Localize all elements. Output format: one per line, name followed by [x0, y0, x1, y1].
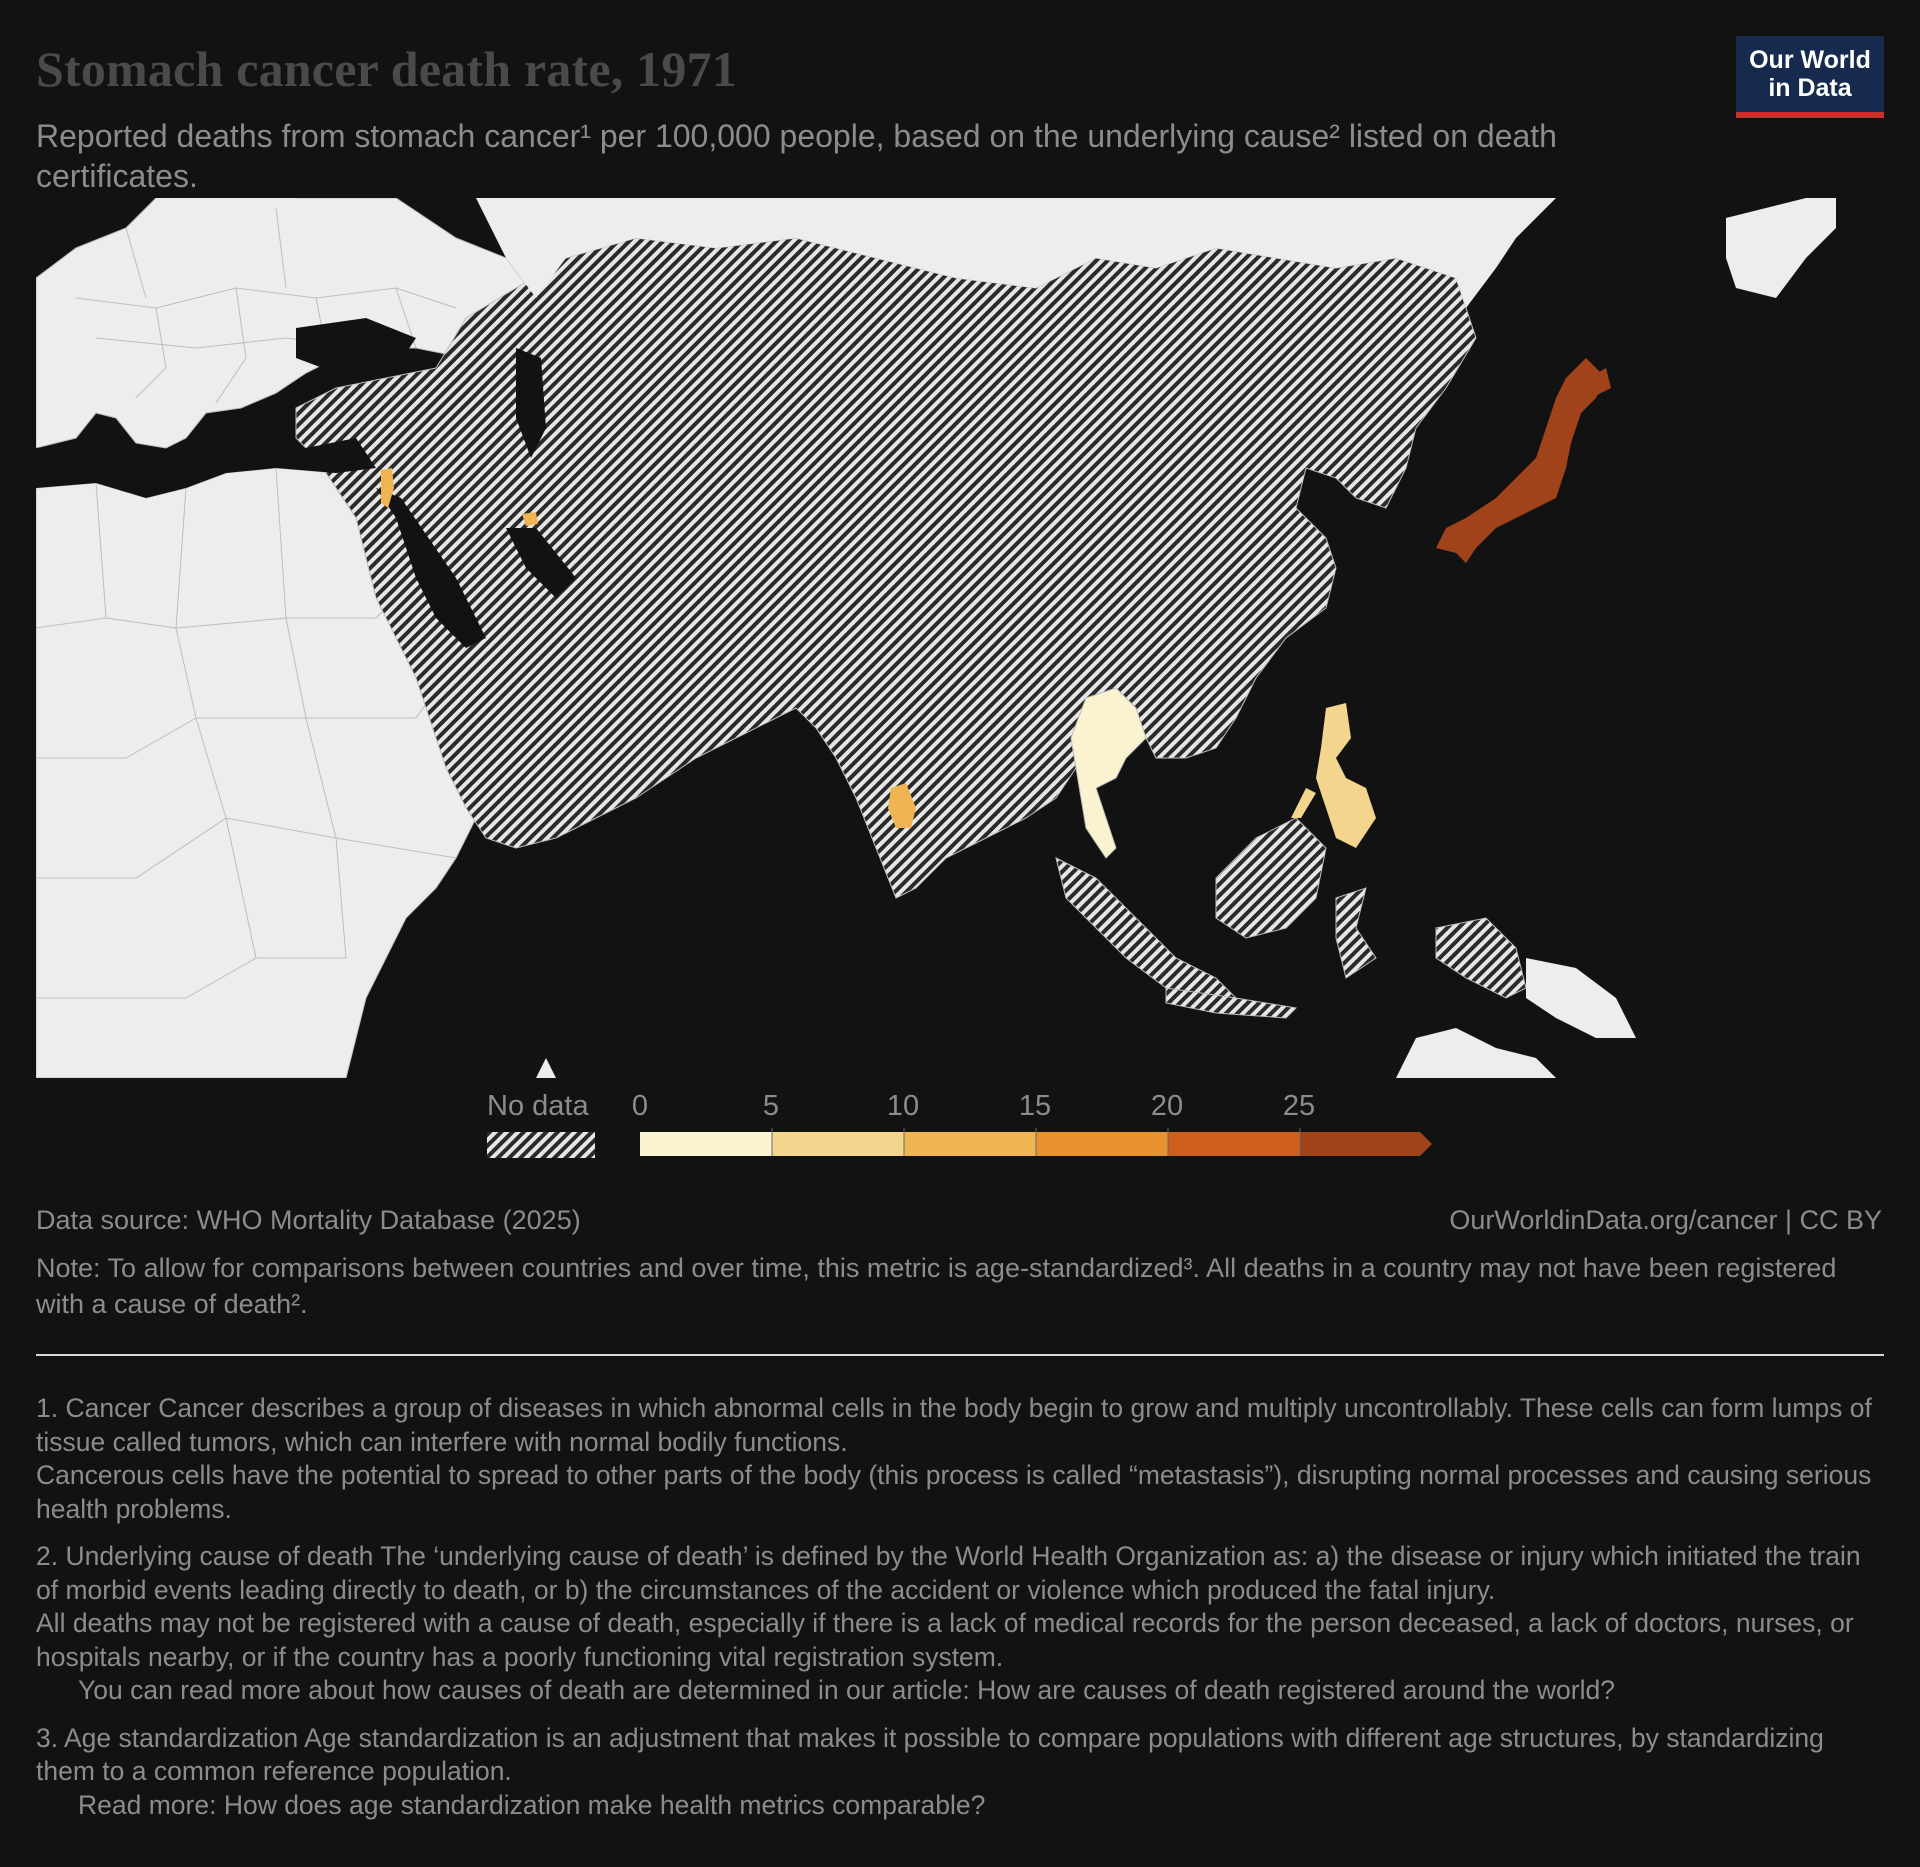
legend-bin-1 — [772, 1132, 904, 1156]
legend-tick-10: 10 — [886, 1090, 920, 1122]
divider — [36, 1354, 1884, 1356]
legend-bin-2 — [904, 1132, 1036, 1156]
chart-note: Note: To allow for comparisons between countries and over time, this metric is age-standardized³. All deaths in a country may not have been registered with a cause of death². — [36, 1253, 1837, 1319]
logo-line-1: Our World — [1749, 46, 1871, 74]
footnote-2 — [36, 1540, 1888, 1708]
footnote-1-para-1: 1. Cancer Cancer describes a group of diseases in which abnormal cells in the body begin to grow and multiply uncontrollably. These cells can form lumps of tissue called tumors, which can interfere with normal bodily functions. — [36, 1393, 1872, 1457]
legend-color-scale — [631, 1090, 1438, 1170]
legend-tick-15: 15 — [1018, 1090, 1052, 1122]
footnote-3-link[interactable]: Read more: How does age standardization make health metrics comparable? — [78, 1789, 986, 1820]
legend-bin-5 — [1300, 1132, 1432, 1156]
legend-bin-4 — [1168, 1132, 1300, 1156]
source-url-link[interactable]: OurWorldinData.org/cancer | CC BY — [1449, 1205, 1882, 1235]
footnote-2-link[interactable]: You can read more about how causes of death are determined in our article: How are causes of death registered around the world? — [78, 1675, 1615, 1705]
data-source: Data source: WHO Mortality Database (2025) — [36, 1205, 581, 1235]
legend-bin-0 — [640, 1132, 772, 1156]
legend-tick-0: 0 — [631, 1090, 649, 1122]
footnote-3-para-1: 3. Age standardization Age standardization is an adjustment that makes it possible to compare populations with different age structures, by standardizing them to a common reference population. — [36, 1722, 1824, 1786]
owid-logo[interactable] — [1736, 36, 1884, 118]
legend-tick-25: 25 — [1282, 1090, 1316, 1122]
chart-title: Stomach cancer death rate, 1971 — [36, 41, 737, 97]
footnote-2-para-2: All deaths may not be registered with a cause of death, especially if there is a lack of medical records for the person deceased, a lack of doctors, nurses, or hospitals nearby, or if the country has a poorly functioning vital registration system. — [36, 1608, 1854, 1672]
footnote-3 — [36, 1722, 1888, 1823]
footnote-1 — [36, 1392, 1888, 1526]
legend-no-data-swatch — [487, 1132, 595, 1158]
legend-tick-20: 20 — [1150, 1090, 1184, 1122]
footnote-2-para-1: 2. Underlying cause of death The ‘underlying cause of death’ is defined by the World Health Organization as: a) the disease or injury which initiated the train of morbid events leading directly to death, or b) the circumstances of the accident or violence which produced the fatal injury. — [36, 1541, 1861, 1605]
legend-bin-3 — [1036, 1132, 1168, 1156]
legend-no-data-label: No data — [487, 1090, 589, 1122]
logo-line-2: in Data — [1768, 74, 1852, 102]
footnote-1-para-2: Cancerous cells have the potential to spread to other parts of the body (this process is called “metastasis”), disrupting normal processes and causing serious health problems. — [36, 1460, 1872, 1524]
legend-bar — [638, 1090, 1438, 1170]
legend-tick-5: 5 — [762, 1090, 780, 1122]
footnotes — [36, 1392, 1888, 1836]
choropleth-map — [36, 198, 1836, 1078]
chart-subtitle: Reported deaths from stomach cancer¹ per 100,000 people, based on the underlying cause² listed on death certificates. — [36, 118, 1557, 194]
